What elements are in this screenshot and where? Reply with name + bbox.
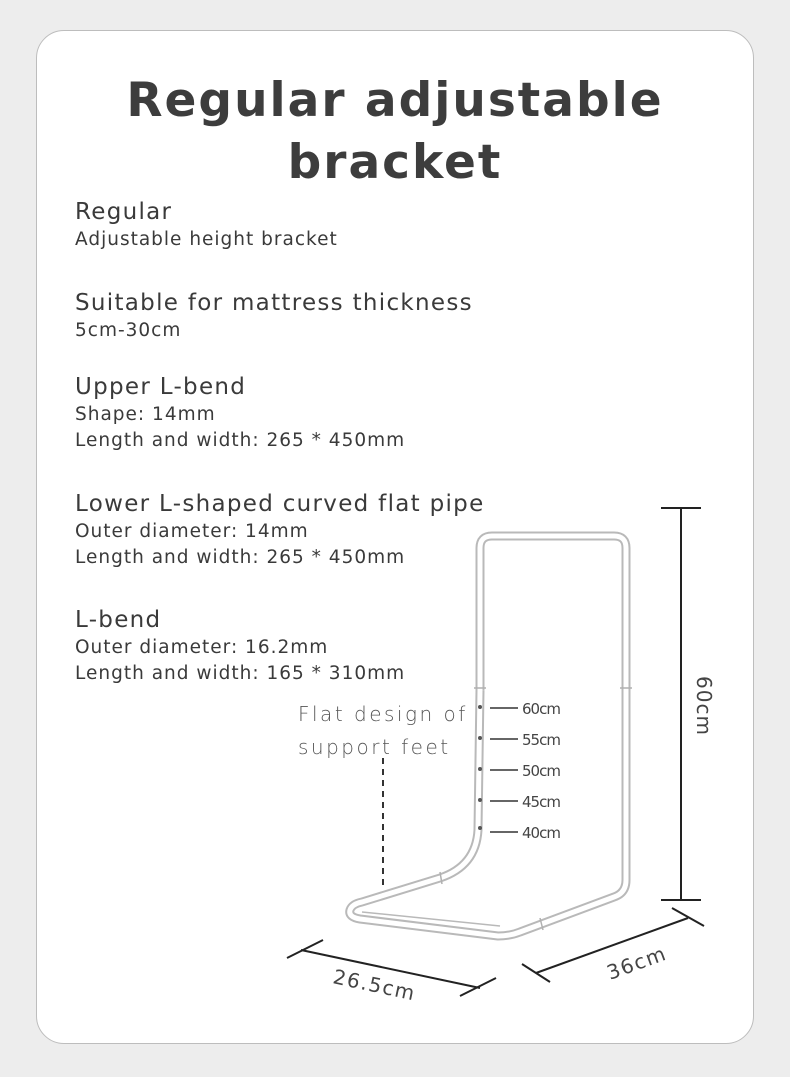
spec-line: Adjustable height bracket [75, 229, 338, 250]
spec-heading: L-bend [75, 607, 162, 633]
height-marks [490, 700, 560, 842]
title-line-2: bracket [287, 135, 503, 190]
spec-heading: Suitable for mattress thickness [75, 290, 473, 316]
spec-line: 5cm-30cm [75, 320, 182, 341]
spec-heading: Lower L-shaped curved flat pipe [75, 491, 485, 517]
height-mark-label: 50cm [522, 762, 560, 780]
spec-line: Outer diameter: 16.2mm [75, 637, 329, 658]
bracket-frame [350, 536, 632, 936]
height-mark-label: 60cm [522, 700, 560, 718]
spec-line: Length and width: 165 * 310mm [75, 663, 406, 684]
spec-line: Outer diameter: 14mm [75, 521, 309, 542]
height-dimension-label: 60cm [692, 676, 716, 736]
spec-heading: Regular [75, 199, 173, 225]
spec-heading: Upper L-bend [75, 374, 247, 400]
note-line-1: Flat design of [298, 702, 468, 726]
height-mark-label: 45cm [522, 793, 560, 811]
title-line-1: Regular adjustable [126, 73, 664, 128]
height-mark-label: 40cm [522, 824, 560, 842]
height-dimension [661, 508, 716, 900]
spec-line: Length and width: 265 * 450mm [75, 430, 406, 451]
width-dimension-label: 36cm [603, 940, 670, 985]
depth-dimension-label: 26.5cm [330, 964, 419, 1006]
spec-line: Shape: 14mm [75, 404, 216, 425]
note-line-2: support feet [298, 735, 451, 759]
height-mark-label: 55cm [522, 731, 560, 749]
depth-dimension [287, 940, 496, 1005]
spec-line: Length and width: 265 * 450mm [75, 547, 406, 568]
